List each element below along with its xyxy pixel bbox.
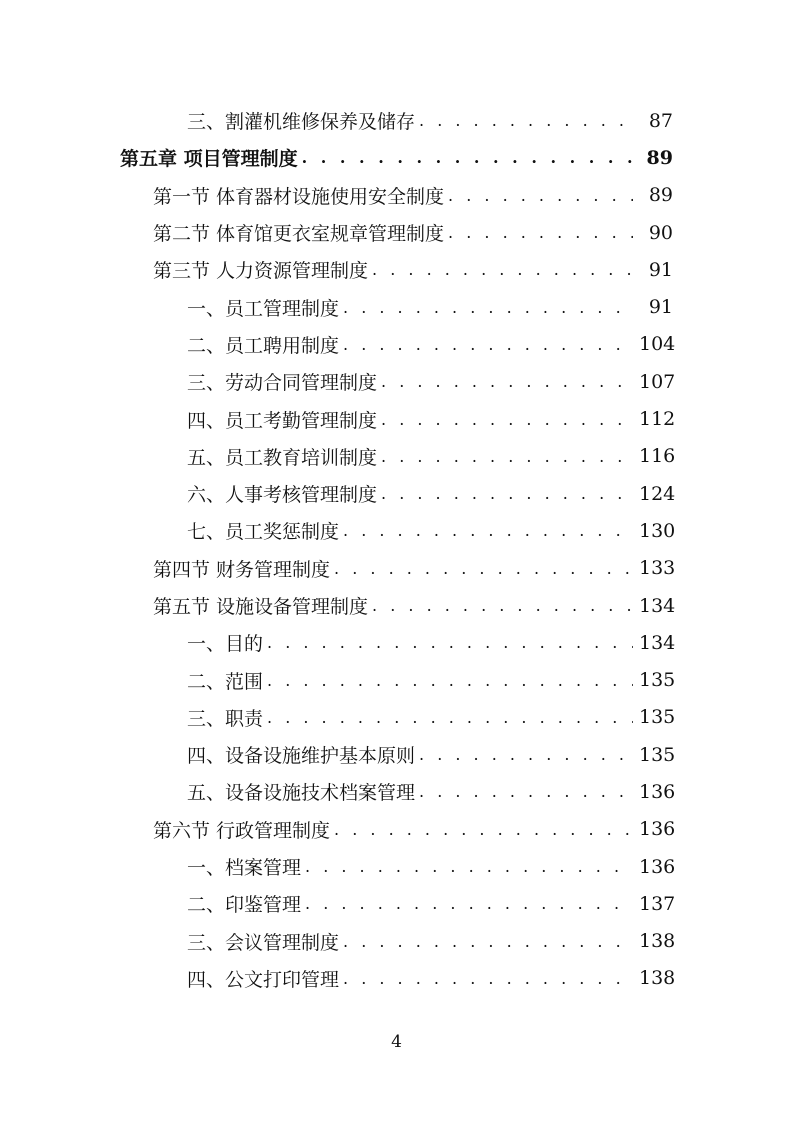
toc-entry-title: 二、范围: [187, 670, 264, 693]
toc-entry[interactable]: [0, 177, 793, 214]
toc-entry-title: 三、劳动合同管理制度: [187, 372, 378, 395]
toc-entry[interactable]: [0, 438, 793, 475]
toc-entry-title: 一、员工管理制度: [187, 297, 340, 320]
toc-entry-title: 四、公文打印管理: [187, 968, 340, 991]
toc-entry-page: 130: [639, 519, 676, 542]
toc-dot-leader: [419, 782, 633, 801]
toc-entry[interactable]: [0, 512, 793, 549]
toc-dot-leader: [448, 223, 633, 242]
toc-entry[interactable]: [0, 251, 793, 288]
toc-entry[interactable]: [0, 475, 793, 512]
toc-entry-page: 124: [639, 482, 676, 505]
toc-entry-title: 三、割灌机维修保养及储存: [187, 111, 416, 134]
toc-dot-leader: [343, 298, 633, 317]
toc-entry[interactable]: [0, 139, 793, 176]
toc-entry-title: 第五节 设施设备管理制度: [153, 596, 369, 618]
toc-entry[interactable]: [0, 326, 793, 363]
toc-entry[interactable]: [0, 885, 793, 922]
toc-entry-title: 三、会议管理制度: [187, 931, 340, 954]
toc-entry-page: 135: [639, 743, 676, 766]
toc-dot-leader: [267, 633, 633, 652]
toc-entry-page: 104: [639, 333, 676, 356]
toc-dot-leader: [372, 596, 633, 615]
page-number: 4: [391, 1032, 402, 1052]
toc-entry-page: 91: [648, 258, 673, 281]
toc-entry-page: 87: [648, 109, 673, 132]
toc-entry[interactable]: [0, 214, 793, 251]
toc-entry[interactable]: [0, 288, 793, 325]
toc-dot-leader: [334, 559, 633, 578]
toc-entry[interactable]: [0, 624, 793, 661]
toc-entry-page: 138: [639, 967, 676, 990]
toc-dot-leader: [267, 671, 633, 690]
toc-dot-leader: [419, 111, 633, 130]
toc-dot-leader: [334, 820, 633, 839]
toc-entry-title: 四、设备设施维护基本原则: [187, 745, 416, 768]
toc-entry-title: 第三节 人力资源管理制度: [153, 260, 369, 283]
toc-entry[interactable]: [0, 773, 793, 810]
toc-dot-leader: [372, 260, 633, 279]
toc-entry-title: 二、印鉴管理: [187, 894, 302, 917]
toc-entry-page: 89: [648, 184, 673, 207]
toc-entry[interactable]: [0, 400, 793, 437]
toc-dot-leader: [381, 372, 633, 391]
toc-entry[interactable]: [0, 960, 793, 997]
toc-dot-leader: [381, 447, 633, 466]
toc-entry-title: 五、设备设施技术档案管理: [187, 782, 416, 805]
toc-entry-title: 一、档案管理: [187, 857, 302, 880]
table-of-contents: [0, 102, 793, 997]
toc-entry-page: 136: [639, 780, 676, 803]
toc-dot-leader: [267, 708, 633, 727]
toc-entry-title: 三、职责: [187, 707, 264, 730]
toc-entry-title: 第六节 行政管理制度: [153, 819, 331, 842]
toc-entry-title: 第一节 体育器材设施使用安全制度: [153, 185, 445, 208]
toc-entry-page: 89: [646, 146, 673, 169]
toc-entry-page: 112: [639, 408, 676, 431]
toc-entry-title: 四、员工考勤管理制度: [187, 409, 378, 432]
toc-entry-page: 134: [639, 631, 676, 654]
toc-entry-page: 133: [639, 557, 676, 580]
toc-entry[interactable]: [0, 923, 793, 960]
toc-entry-page: 90: [648, 221, 673, 244]
toc-entry-page: 91: [648, 296, 673, 319]
toc-entry[interactable]: [0, 699, 793, 736]
toc-entry-title: 五、员工教育培训制度: [187, 446, 378, 469]
toc-entry-title: 第五章 项目管理制度: [120, 148, 298, 171]
toc-entry-page: 136: [639, 855, 676, 878]
toc-dot-leader: [343, 521, 633, 540]
toc-dot-leader: [343, 969, 633, 988]
toc-dot-leader: [419, 745, 633, 764]
toc-dot-leader: [305, 894, 633, 913]
toc-entry[interactable]: [0, 661, 793, 698]
toc-dot-leader: [381, 410, 633, 429]
toc-entry-title: 六、人事考核管理制度: [187, 484, 378, 507]
toc-entry-page: 134: [639, 594, 676, 617]
toc-entry[interactable]: [0, 550, 793, 587]
toc-entry[interactable]: [0, 102, 793, 139]
toc-entry-page: 116: [639, 445, 676, 468]
toc-dot-leader: [343, 932, 633, 951]
toc-dot-leader: [448, 186, 633, 205]
toc-entry[interactable]: [0, 848, 793, 885]
toc-entry[interactable]: [0, 587, 793, 624]
toc-dot-leader: [343, 335, 633, 354]
toc-dot-leader: [381, 484, 633, 503]
toc-entry-title: 第二节 体育馆更衣室规章管理制度: [153, 223, 445, 246]
toc-entry-page: 136: [639, 818, 676, 841]
toc-entry-page: 135: [639, 669, 676, 692]
toc-entry-title: 一、目的: [187, 633, 264, 656]
toc-entry-title: 七、员工奖惩制度: [187, 521, 340, 544]
toc-dot-leader: [305, 857, 633, 876]
toc-entry[interactable]: [0, 811, 793, 848]
toc-entry-title: 第四节 财务管理制度: [153, 558, 331, 581]
toc-entry-page: 135: [639, 706, 676, 729]
toc-entry-page: 137: [639, 892, 676, 915]
toc-entry-page: 107: [639, 370, 676, 393]
toc-entry[interactable]: [0, 363, 793, 400]
toc-entry-page: 138: [639, 930, 676, 953]
toc-entry-title: 二、员工聘用制度: [187, 334, 340, 357]
toc-dot-leader: [302, 148, 633, 167]
toc-entry[interactable]: [0, 736, 793, 773]
